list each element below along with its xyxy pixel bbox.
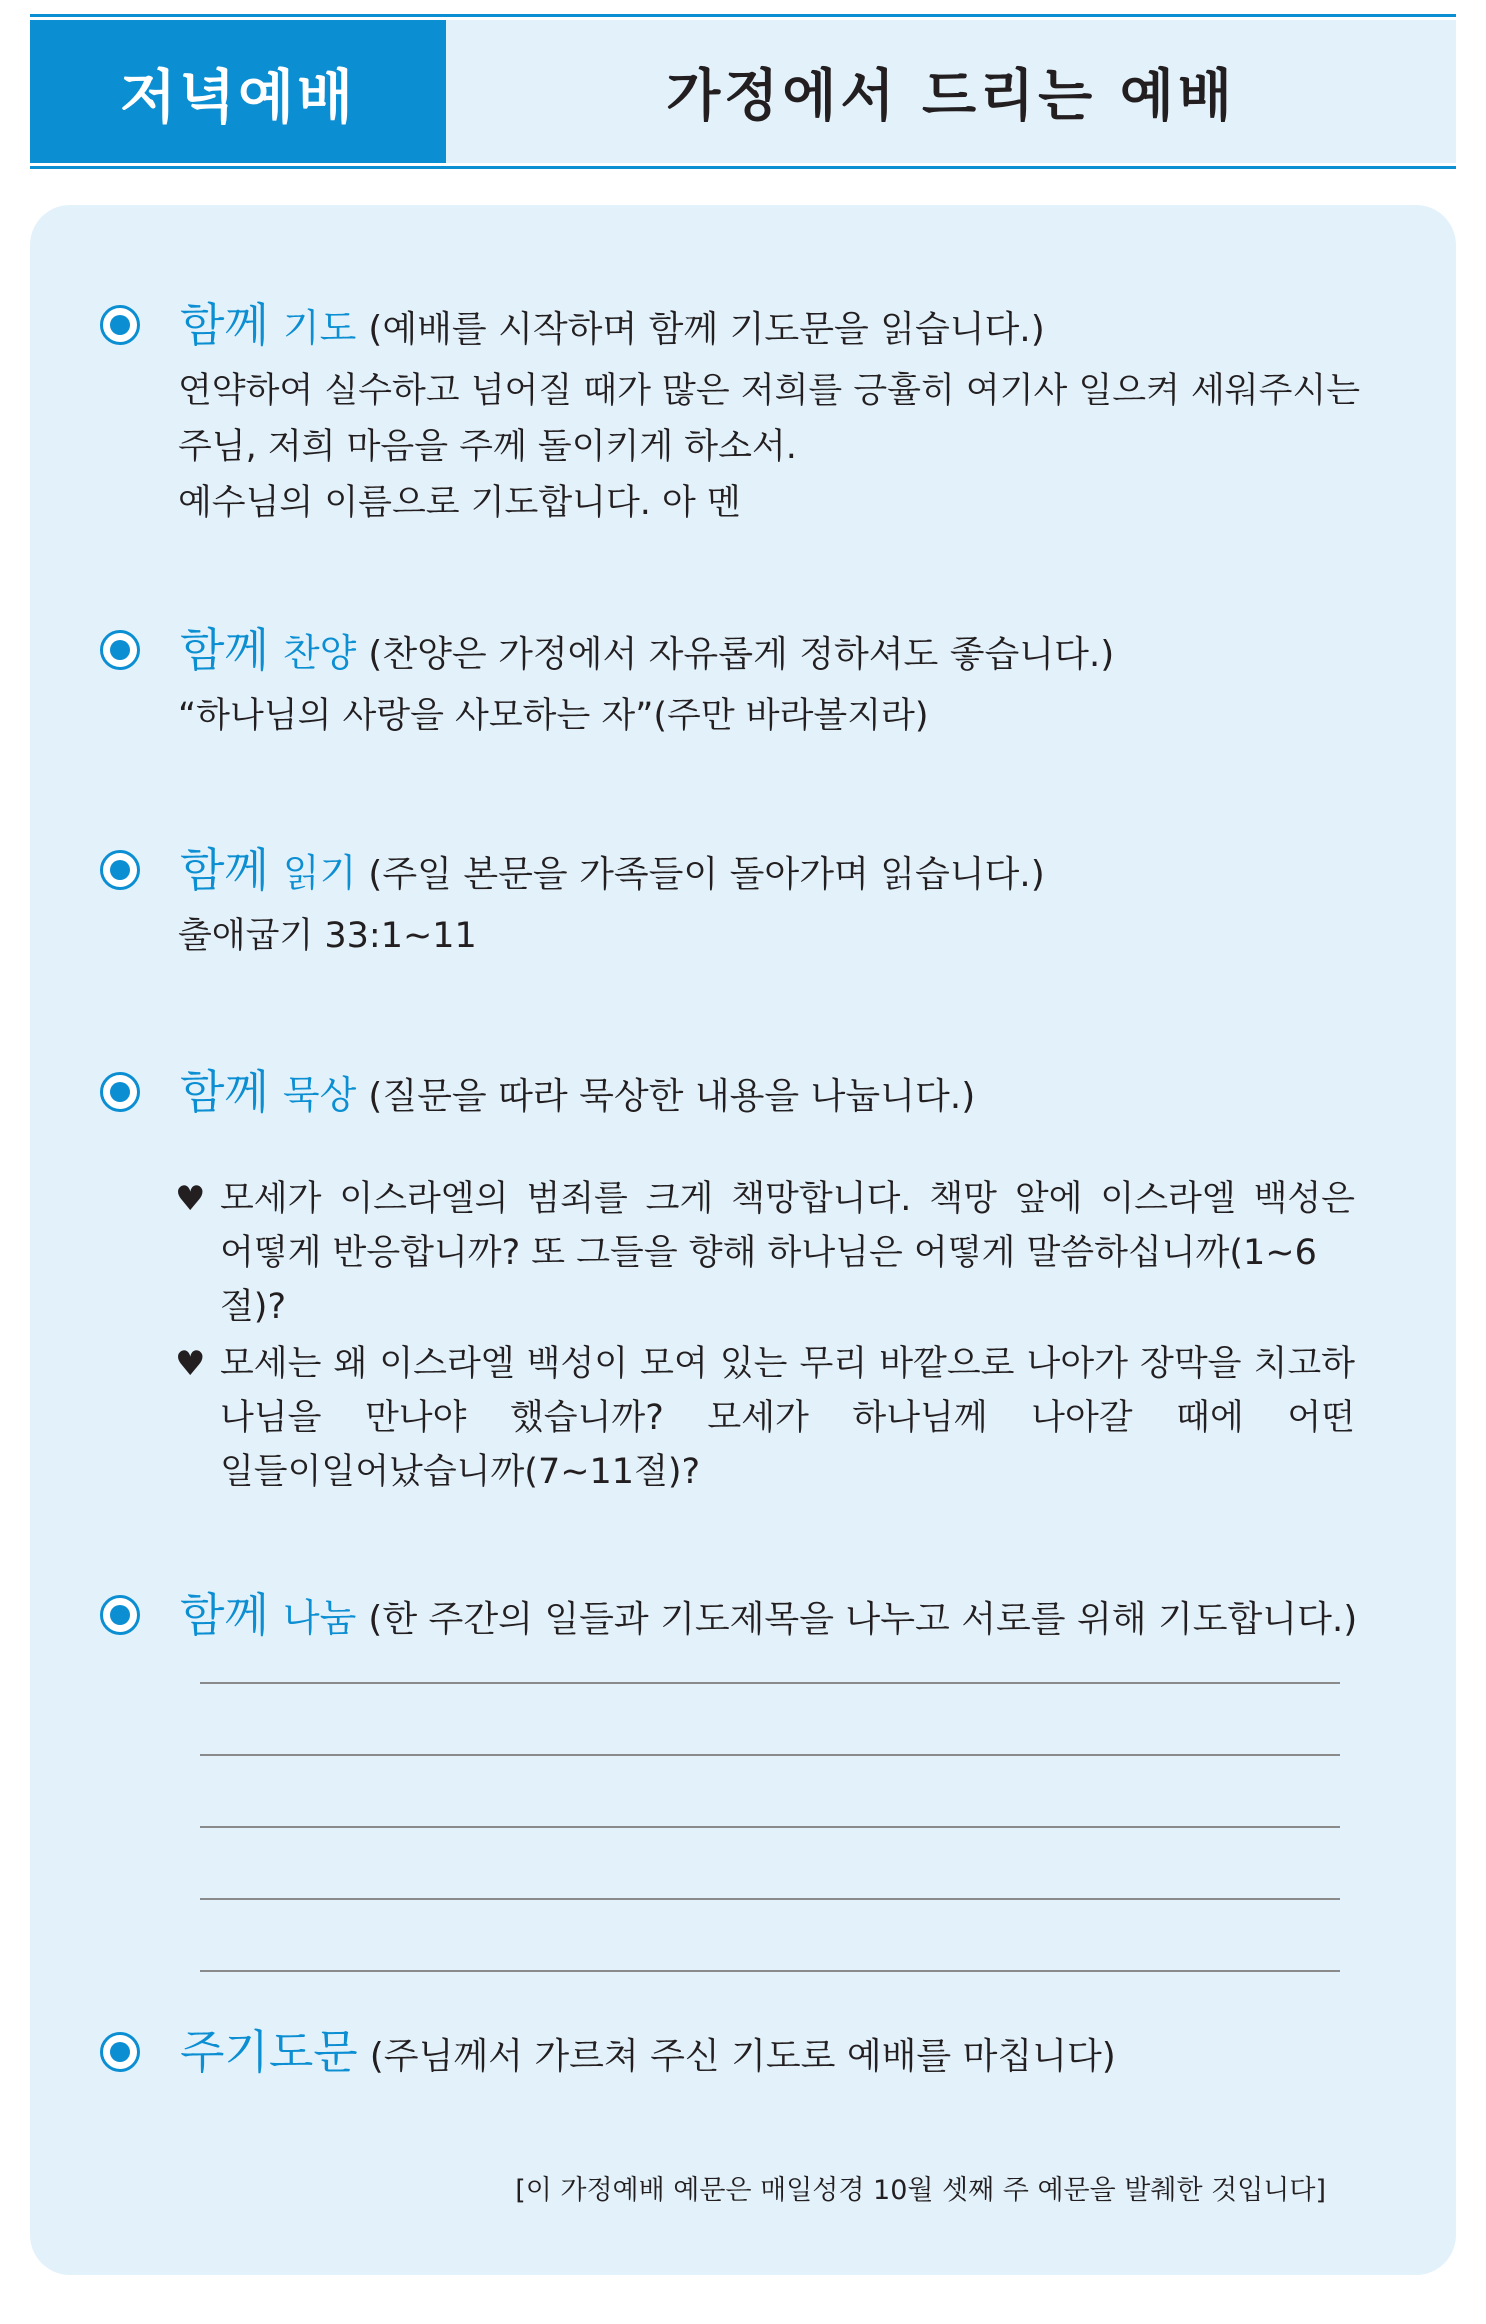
heading-note: (주일 본문을 가족들이 돌아가며 읽습니다.): [368, 854, 1045, 895]
section-meditation: [100, 1052, 975, 1132]
page-title: 가정에서 드리는 예배: [666, 63, 1236, 129]
question-line: 어떻게 반응합니까? 또 그들을 향해 하나님은 어떻게 말씀하십니까(1~6절)?: [220, 1233, 1317, 1327]
section-heading: [100, 610, 1114, 690]
bullet-icon: [100, 850, 140, 890]
header-top-rule: [30, 14, 1456, 17]
header-bar: [30, 20, 1456, 163]
question-text: [175, 1337, 1355, 1499]
hymn-text: “하나님의 사랑을 사모하는 자”(주만 바라볼지라): [178, 696, 929, 736]
writing-line[interactable]: [200, 1682, 1340, 1684]
scripture-reference: 출애굽기 33:1~11: [178, 916, 477, 956]
heading-note: (한 주간의 일들과 기도제목을 나누고 서로를 위해 기도합니다.): [368, 1599, 1358, 1640]
section-heading: [100, 2012, 1116, 2092]
section-prayer: [100, 285, 1360, 531]
question-item: [175, 1172, 1355, 1334]
heart-icon: ♥: [175, 1179, 206, 1219]
heading-sub: 묵상: [282, 1073, 357, 1117]
section-heading: [100, 1052, 975, 1132]
heading-main: 함께: [180, 1065, 269, 1119]
heading-main: 주기도문: [180, 2025, 358, 2079]
question-line: 치고하나님을 만나야 했습니까? 모세가 하나님께 나아갈 때에 어떤: [220, 1344, 1355, 1438]
heading-main: 함께: [180, 623, 269, 677]
bullet-icon: [100, 305, 140, 345]
bullet-icon: [100, 1072, 140, 1112]
heading-sub: 읽기: [282, 851, 357, 895]
source-footnote: [이 가정예배 예문은 매일성경 10월 셋째 주 예문을 발췌한 것입니다]: [515, 2175, 1326, 2206]
heading-main: 함께: [180, 1588, 269, 1642]
question-line: 모세는 왜 이스라엘 백성이 모여 있는 무리 바깥으로 나아가 장막을: [220, 1344, 1242, 1384]
section-reading: [100, 830, 1045, 964]
header-bottom-rule: [30, 166, 1456, 169]
section-sharing: [100, 1575, 1357, 1655]
header-tag: 저녁예배: [30, 20, 446, 163]
heading-sub: 기도: [282, 306, 357, 350]
heading-note: (찬양은 가정에서 자유롭게 정하셔도 좋습니다.): [368, 634, 1115, 675]
question-item: [175, 1337, 1355, 1499]
bullet-icon: [100, 1595, 140, 1635]
heading-main: 함께: [180, 843, 269, 897]
heading-note: (예배를 시작하며 함께 기도문을 읽습니다.): [368, 309, 1045, 350]
section-lords-prayer: [100, 2012, 1116, 2092]
question-line: 일들이일어났습니까(7~11절)?: [220, 1452, 701, 1492]
section-heading: [100, 830, 1045, 910]
prayer-text: 연약하여 실수하고 넘어질 때가 많은 저희를 긍휼히 여기사 일으켜 세워주시는 주님, 저희 마음을 주께 돌이키게 하소서. 예수님의 이름으로 기도합니다. 아 멘: [178, 371, 1361, 523]
question-text: [175, 1172, 1355, 1334]
heading-sub: 나눔: [282, 1596, 357, 1640]
heading-sub: 찬양: [282, 631, 357, 675]
question-line: 모세가 이스라엘의 범죄를 크게 책망합니다. 책망 앞에 이스라엘 백성은: [220, 1179, 1355, 1219]
writing-line[interactable]: [200, 1898, 1340, 1900]
heading-note: (주님께서 가르쳐 주신 기도로 예배를 마칩니다): [369, 2036, 1116, 2077]
writing-line[interactable]: [200, 1826, 1340, 1828]
section-heading: [100, 285, 1360, 365]
writing-line[interactable]: [200, 1754, 1340, 1756]
bullet-icon: [100, 2032, 140, 2072]
heart-icon: ♥: [175, 1344, 206, 1384]
heading-main: 함께: [180, 298, 269, 352]
writing-line[interactable]: [200, 1970, 1340, 1972]
section-heading: [100, 1575, 1357, 1655]
section-praise: [100, 610, 1114, 744]
heading-note: (질문을 따라 묵상한 내용을 나눕니다.): [368, 1076, 976, 1117]
bullet-icon: [100, 630, 140, 670]
